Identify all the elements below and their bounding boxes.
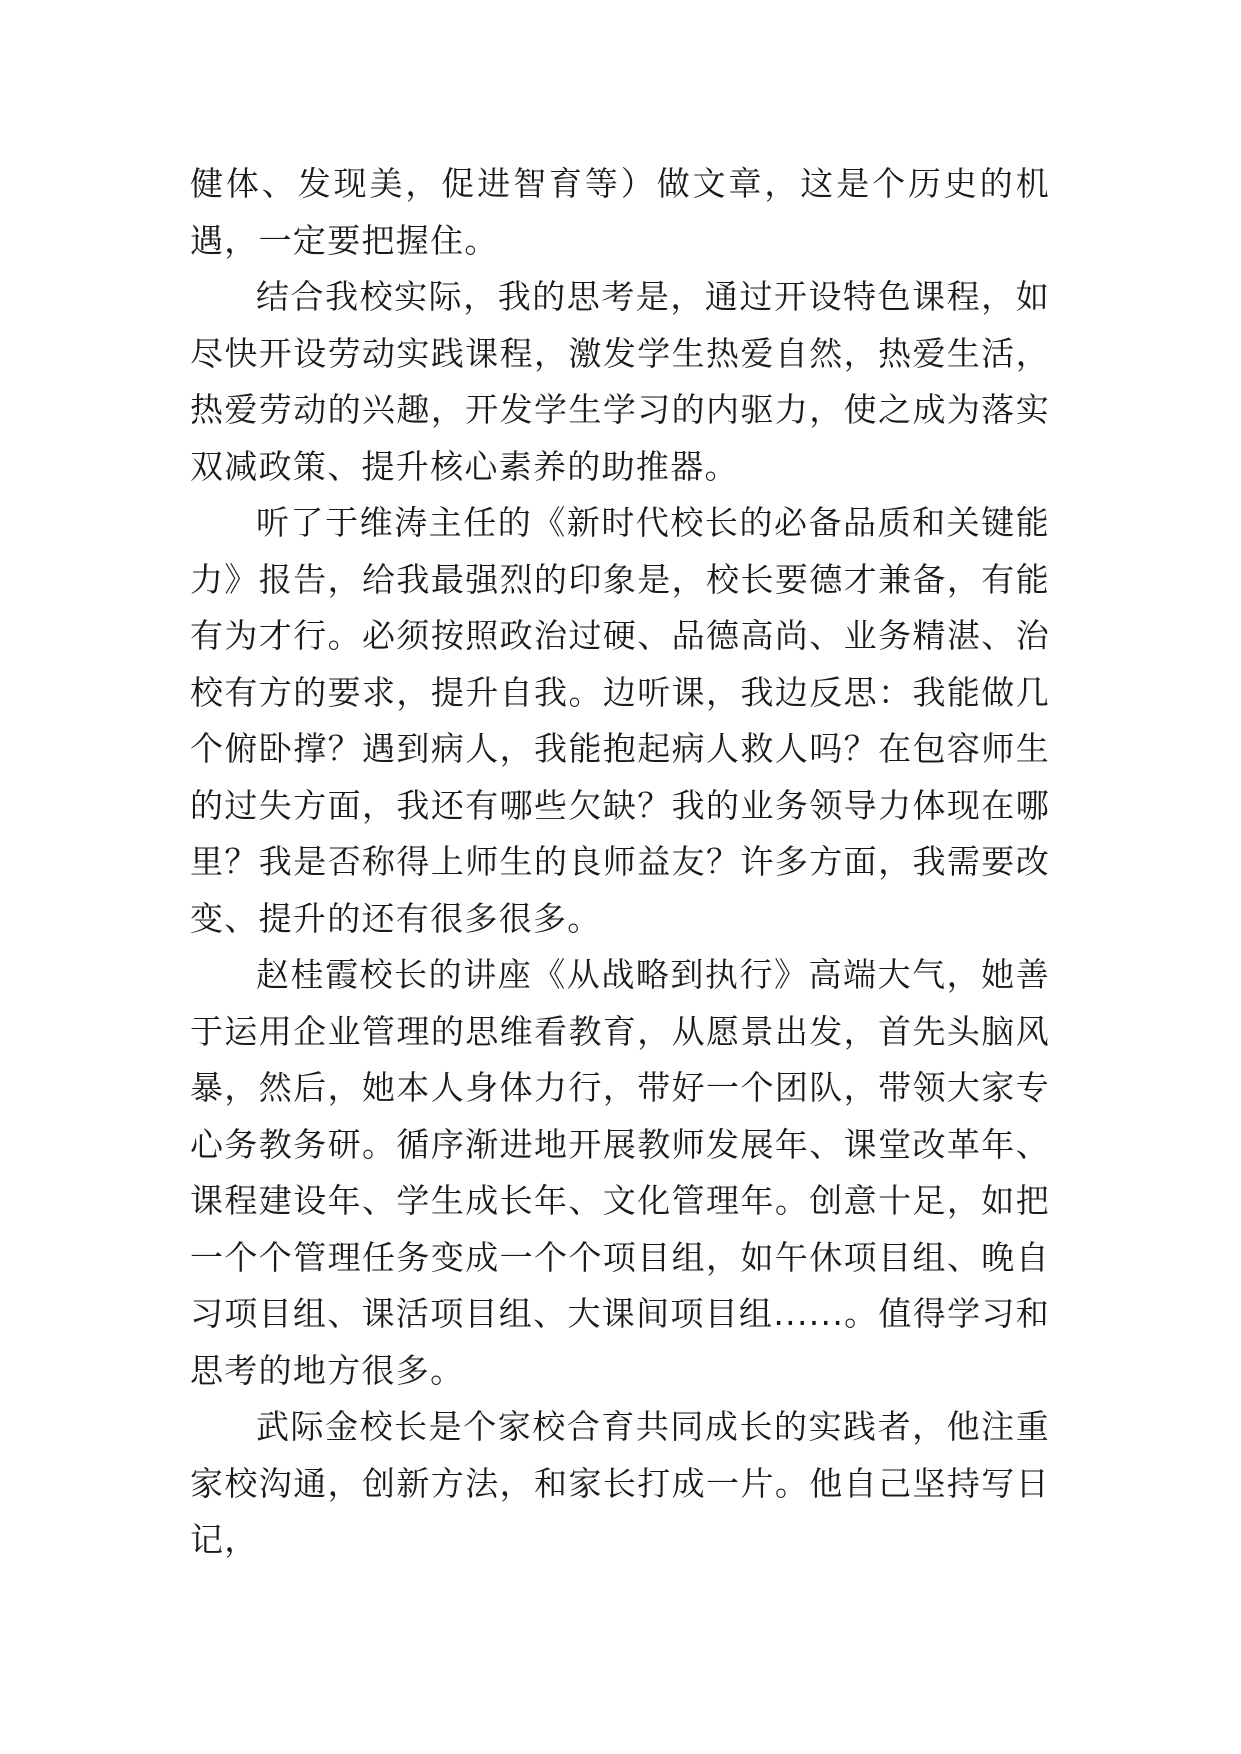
paragraph-wu-jijin: 武际金校长是个家校合育共同成长的实践者，他注重家校沟通，创新方法，和家长打成一片。他自己坚持写日记， [190,1407,1050,1559]
document-body [190,156,1050,1569]
paragraph-zhao-guixia-lecture: 赵桂霞校长的讲座《从战略到执行》高端大气，她善于运用企业管理的思维看教育，从愿景出发，首先头脑风暴，然后，她本人身体力行，带好一个团队，带领大家专心务教务研。循序渐进地开展教师发展年、课堂改革年、课程建设年、学生成长年、文化管理年。创意十足，如把一个个管理任务变成一个个项目组，如午休项目组、晚自习项目组、课活项目组、大课间项目组......。值得学习和思考的地方很多。 [190,955,1050,1390]
paragraph-special-courses: 结合我校实际，我的思考是，通过开设特色课程，如尽快开设劳动实践课程，激发学生热爱自然，热爱生活，热爱劳动的兴趣，开发学生学习的内驱力，使之成为落实双减政策、提升核心素养的助推器。 [190,277,1050,486]
paragraph-yu-weitao-report: 听了于维涛主任的《新时代校长的必备品质和关键能力》报告，给我最强烈的印象是，校长要德才兼备，有能有为才行。必须按照政治过硬、品德高尚、业务精湛、治校有方的要求，提升自我。边听课，我边反思：我能做几个俯卧撑？遇到病人，我能抱起病人救人吗？在包容师生的过失方面，我还有哪些欠缺？我的业务领导力体现在哪里？我是否称得上师生的良师益友？许多方面，我需要改变、提升的还有很多很多。 [190,503,1050,938]
paragraph-continued: 健体、发现美，促进智育等）做文章，这是个历史的机遇，一定要把握住。 [190,164,1050,260]
